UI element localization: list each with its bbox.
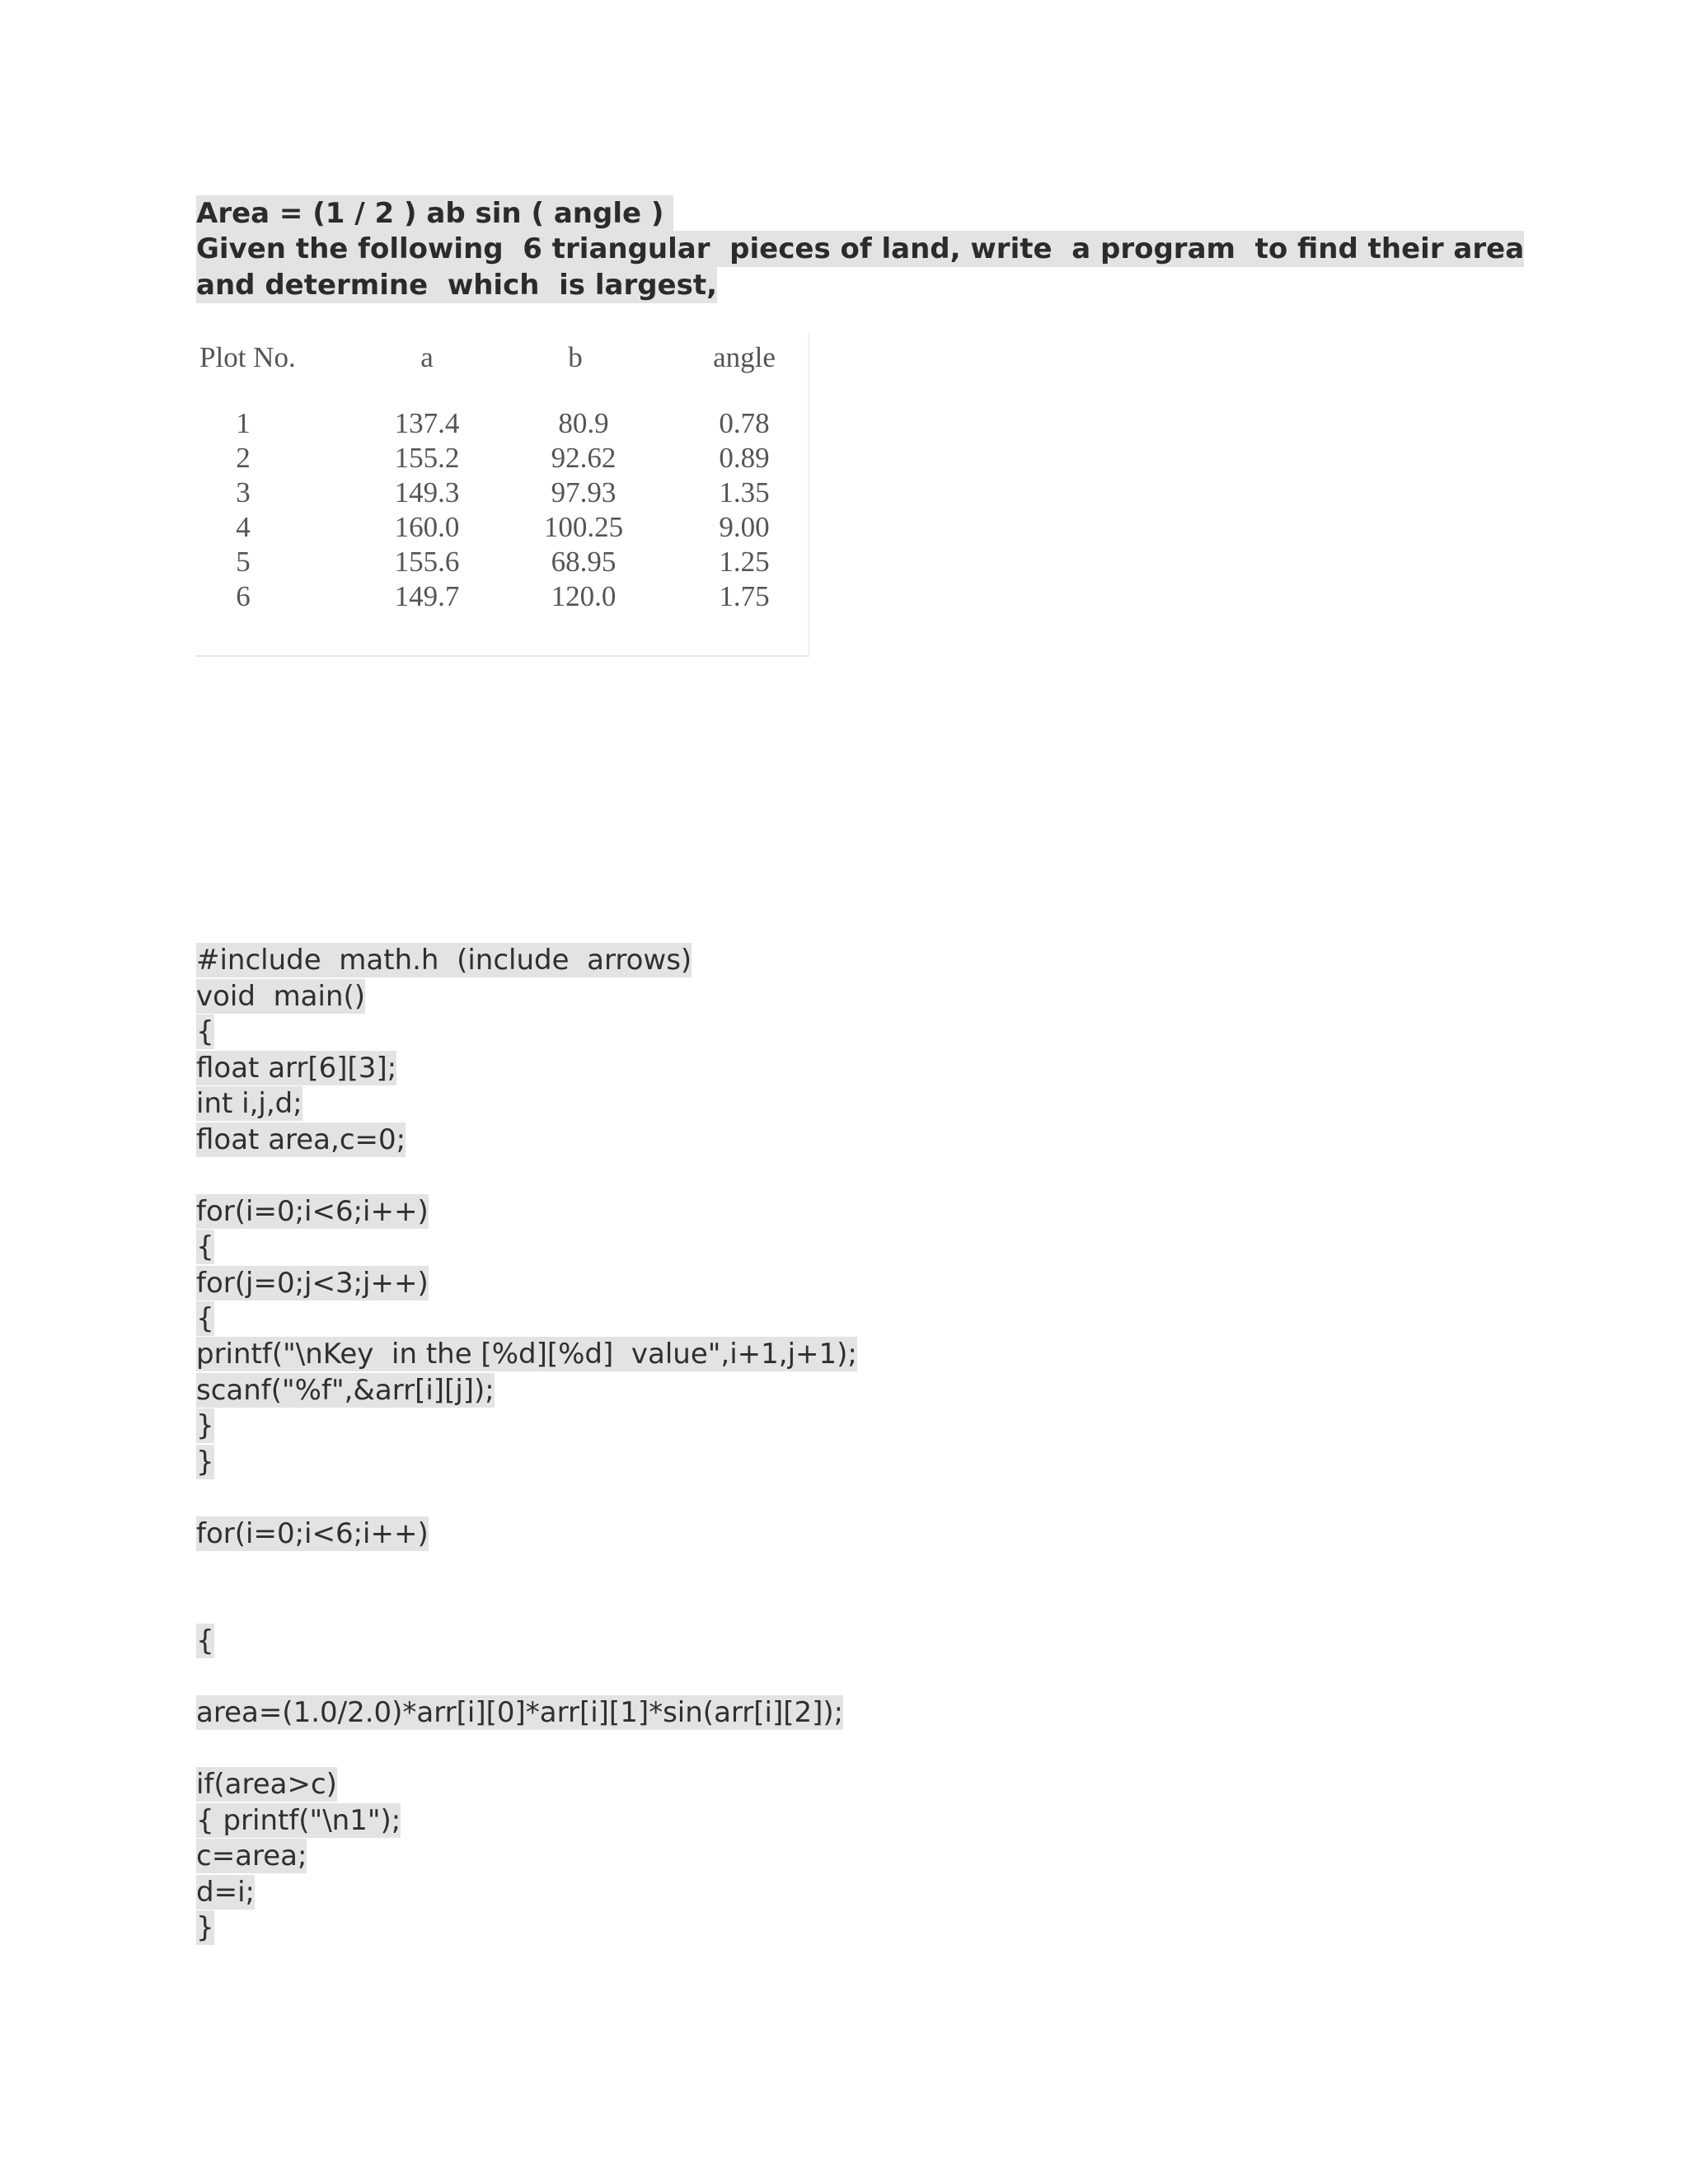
code-line-inner-for <box>196 1266 429 1301</box>
code-text: { printf("\n1"); <box>196 1804 401 1837</box>
header-a: a <box>420 341 434 373</box>
code-line-outer-for <box>196 1194 429 1229</box>
code-text: for(i=0;i<6;i++) <box>196 1517 429 1550</box>
code-text: { <box>196 1624 214 1657</box>
cell-plot-no: 5 <box>236 546 251 578</box>
code-line-close-brace <box>196 1910 214 1945</box>
code-text: } <box>196 1409 214 1442</box>
code-line-open-brace <box>196 1301 214 1336</box>
cell-b: 92.62 <box>551 442 617 474</box>
cell-b: 80.9 <box>558 407 609 439</box>
code-line-c-assign <box>196 1839 307 1873</box>
cell-a: 137.4 <box>394 407 460 439</box>
table-row <box>196 476 808 510</box>
table-row <box>196 510 808 545</box>
problem-statement-line-2 <box>196 267 717 303</box>
code-line-open-brace <box>196 1624 214 1658</box>
formula-heading <box>196 195 673 232</box>
header-plot-no: Plot No. <box>199 341 296 373</box>
code-text: int i,j,d; <box>196 1087 302 1120</box>
code-text: float arr[6][3]; <box>196 1052 397 1085</box>
code-line-if <box>196 1767 337 1802</box>
cell-angle: 1.35 <box>719 476 770 509</box>
code-text: for(i=0;i<6;i++) <box>196 1195 429 1228</box>
code-text: void main() <box>196 980 366 1013</box>
code-line-int-vars <box>196 1086 302 1121</box>
code-line-close-brace <box>196 1445 214 1479</box>
problem-statement-line-1 <box>196 231 1524 267</box>
cell-plot-no: 3 <box>236 476 251 509</box>
problem-text-2: and determine which is largest, <box>196 269 718 302</box>
code-text: for(j=0;j<3;j++) <box>196 1267 429 1300</box>
cell-angle: 9.00 <box>719 511 770 543</box>
code-text: if(area>c) <box>196 1768 337 1801</box>
table-row <box>196 579 808 614</box>
cell-a: 155.2 <box>394 442 460 474</box>
cell-b: 68.95 <box>551 546 617 578</box>
header-b: b <box>568 341 583 373</box>
cell-plot-no: 6 <box>236 580 251 612</box>
code-line-scanf <box>196 1373 495 1408</box>
code-line-area-calc <box>196 1695 843 1730</box>
code-text: } <box>196 1446 214 1479</box>
cell-plot-no: 2 <box>236 442 251 474</box>
cell-b: 97.93 <box>551 476 617 509</box>
code-text: { <box>196 1230 214 1263</box>
code-text: scanf("%f",&arr[i][j]); <box>196 1374 495 1407</box>
code-text: printf("\nKey in the [%d][%d] value",i+1,j+1); <box>196 1338 857 1371</box>
code-text: c=area; <box>196 1840 307 1872</box>
table-row <box>196 406 808 441</box>
table-header-row <box>196 340 808 375</box>
land-plot-table <box>196 334 809 657</box>
table-row <box>196 441 808 476</box>
code-line-close-brace <box>196 1408 214 1443</box>
code-text: } <box>196 1911 214 1944</box>
cell-plot-no: 4 <box>236 511 251 543</box>
problem-text-1: Given the following 6 triangular pieces of land, write a program to find their area <box>196 232 1525 265</box>
code-line-open-brace <box>196 1015 214 1049</box>
code-line-float-arr <box>196 1051 396 1085</box>
cell-angle: 1.25 <box>719 546 770 578</box>
code-line-printf <box>196 1337 857 1371</box>
code-line-d-assign <box>196 1875 255 1910</box>
header-angle: angle <box>713 341 776 373</box>
cell-b: 120.0 <box>551 580 617 612</box>
cell-angle: 0.78 <box>719 407 770 439</box>
formula-text: Area = (1 / 2 ) ab sin ( angle ) <box>196 197 674 230</box>
cell-angle: 1.75 <box>719 580 770 612</box>
code-line-open-brace <box>196 1230 214 1264</box>
code-line-include <box>196 943 692 977</box>
cell-a: 149.3 <box>394 476 460 509</box>
code-text: float area,c=0; <box>196 1123 406 1156</box>
cell-a: 160.0 <box>394 511 460 543</box>
code-text: d=i; <box>196 1876 255 1909</box>
table-row <box>196 545 808 579</box>
cell-a: 149.7 <box>394 580 460 612</box>
code-text: { <box>196 1015 214 1048</box>
cell-a: 155.6 <box>394 546 460 578</box>
cell-angle: 0.89 <box>719 442 770 474</box>
code-text: #include math.h (include arrows) <box>196 944 692 977</box>
cell-plot-no: 1 <box>236 407 251 439</box>
code-text: area=(1.0/2.0)*arr[i][0]*arr[i][1]*sin(arr[i][2]); <box>196 1696 844 1729</box>
code-text: { <box>196 1302 214 1335</box>
code-line-main <box>196 979 365 1014</box>
cell-b: 100.25 <box>543 511 624 543</box>
code-line-second-for <box>196 1516 429 1551</box>
code-line-printf-1 <box>196 1803 401 1838</box>
code-line-float-area <box>196 1122 406 1157</box>
